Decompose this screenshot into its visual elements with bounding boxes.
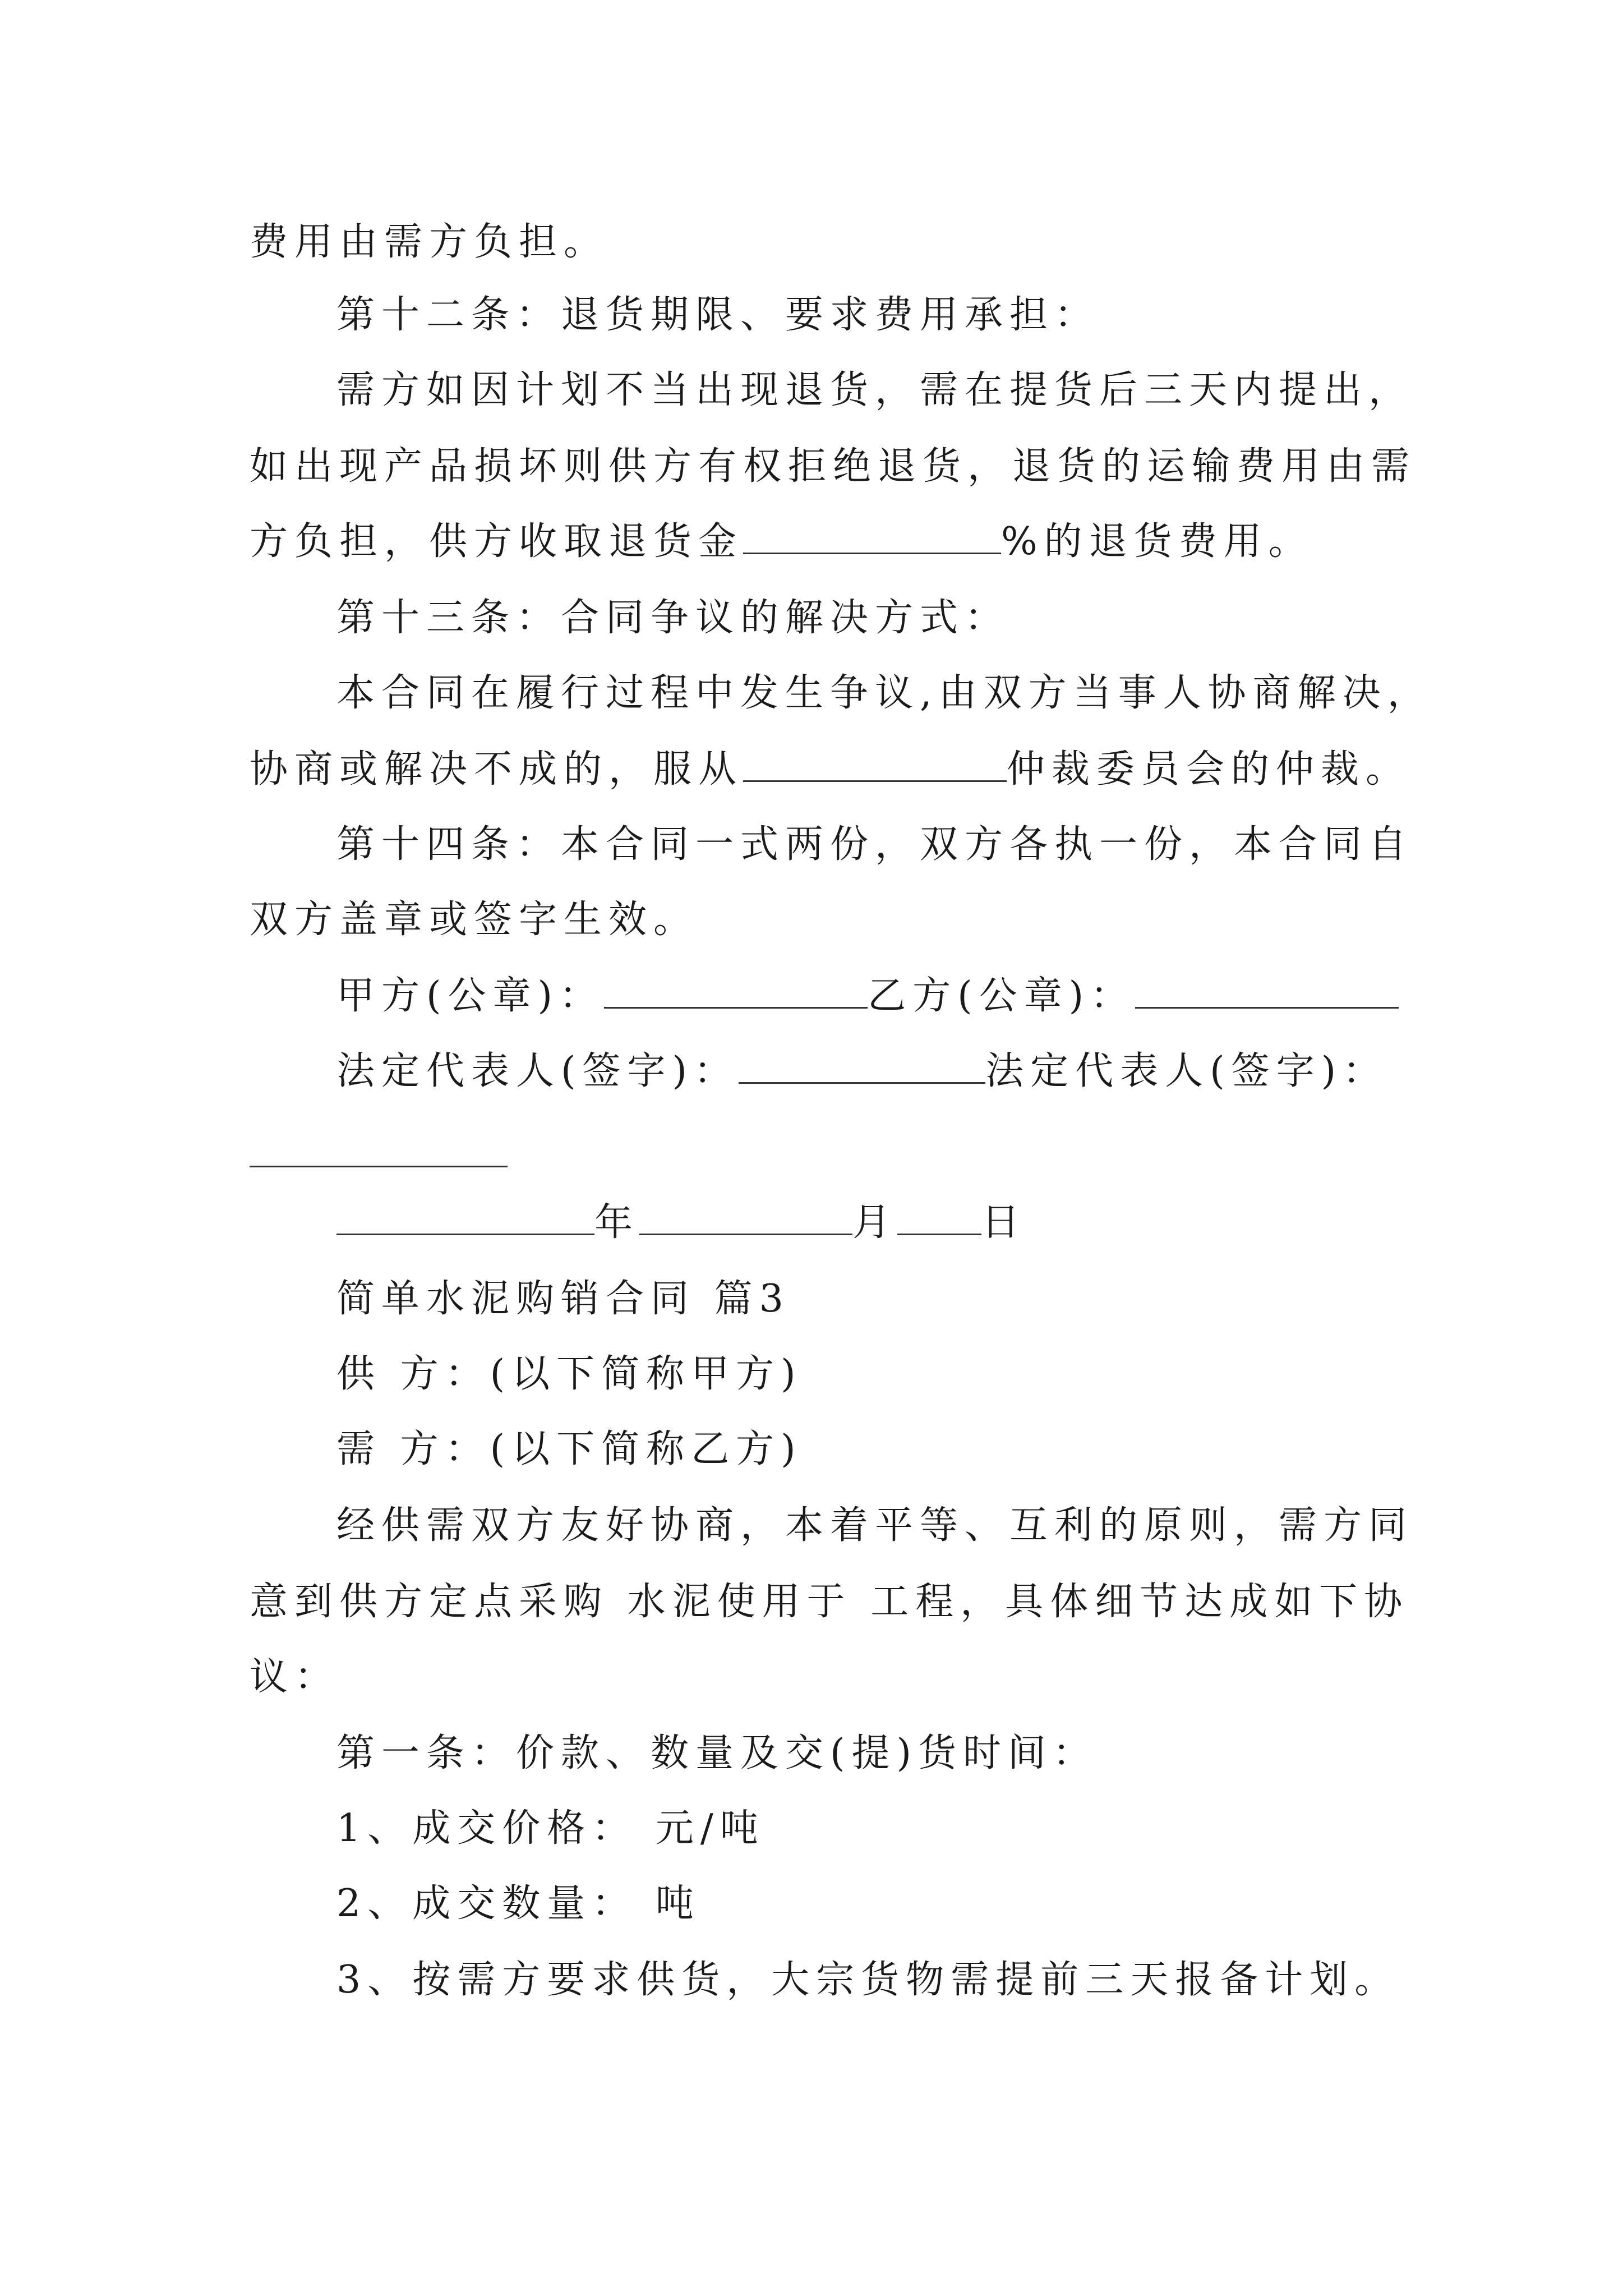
representative-line bbox=[336, 1043, 1387, 1099]
text: 1、成交价格： 元/吨 bbox=[336, 1806, 765, 1851]
representative-a-label: 法定代表人(签字)： bbox=[336, 1049, 739, 1093]
text: 2、成交数量： 吨 bbox=[336, 1881, 700, 1926]
article-12-heading bbox=[336, 287, 1099, 343]
paragraph-line bbox=[250, 742, 1410, 798]
text: 第十三条：合同争议的解决方式： bbox=[336, 596, 1010, 640]
paragraph-line bbox=[250, 214, 608, 270]
text: 如出现产品损坏则供方有权拒绝退货，退货的运输费用由需 bbox=[250, 444, 1417, 489]
supplier-line bbox=[336, 1346, 803, 1402]
text: 方负担，供方收取退货金 bbox=[250, 519, 744, 564]
month-blank[interactable] bbox=[639, 1199, 852, 1235]
party-b-seal-blank[interactable] bbox=[1135, 972, 1399, 1009]
paragraph-line bbox=[336, 1498, 1413, 1554]
fill-in-blank[interactable] bbox=[743, 746, 1007, 782]
paragraph-line bbox=[250, 514, 1313, 570]
paragraph-line bbox=[250, 1649, 339, 1705]
section-title bbox=[336, 1271, 790, 1327]
text: 简单水泥购销合同 篇3 bbox=[336, 1277, 790, 1321]
text: 需方如因计划不当出现退货，需在提货后三天内提出， bbox=[336, 368, 1414, 412]
text: 经供需双方友好协商，本着平等、互利的原则，需方同 bbox=[336, 1503, 1414, 1548]
text: 第一条：价款、数量及交(提)货时间： bbox=[336, 1731, 1098, 1775]
fill-in-blank[interactable] bbox=[743, 518, 1001, 554]
text: 需 方：(以下简称乙方) bbox=[336, 1427, 803, 1471]
list-item bbox=[336, 1876, 700, 1932]
year-blank[interactable] bbox=[336, 1199, 594, 1235]
article-13-heading bbox=[336, 590, 1009, 646]
text: 意到供方定点采购 水泥使用于 工程，具体细节达成如下协 bbox=[250, 1580, 1409, 1624]
paragraph-line bbox=[336, 362, 1413, 418]
representative-a-blank[interactable] bbox=[739, 1047, 985, 1084]
day-label: 日 bbox=[981, 1200, 1027, 1245]
text: 第十二条：退货期限、要求费用承担： bbox=[336, 293, 1100, 337]
month-label: 月 bbox=[852, 1200, 898, 1245]
text: 双方盖章或签字生效。 bbox=[250, 898, 699, 942]
party-seal-line bbox=[336, 968, 1399, 1024]
date-line bbox=[336, 1195, 1026, 1251]
paragraph-line bbox=[250, 1574, 1409, 1630]
representative-b-blank[interactable] bbox=[250, 1166, 508, 1167]
buyer-line bbox=[336, 1421, 803, 1478]
text: 本合同在履行过程中发生争议,由双方当事人协商解决， bbox=[336, 671, 1432, 715]
list-item bbox=[336, 1801, 765, 1857]
text: 费用由需方负担。 bbox=[250, 220, 609, 264]
text: 议： bbox=[250, 1655, 340, 1699]
text: 协商或解决不成的，服从 bbox=[250, 747, 744, 792]
text: 第十四条：本合同一式两份，双方各执一份，本合同自 bbox=[336, 822, 1414, 867]
text: 3、按需方要求供货，大宗货物需提前三天报备计划。 bbox=[336, 1958, 1400, 2002]
list-item bbox=[336, 1952, 1399, 2008]
party-b-seal-label: 乙方(公章)： bbox=[868, 974, 1136, 1018]
text: 供 方：(以下简称甲方) bbox=[336, 1352, 803, 1396]
year-label: 年 bbox=[594, 1200, 640, 1245]
text: %的退货费用。 bbox=[1001, 519, 1313, 564]
representative-b-label: 法定代表人(签字)： bbox=[985, 1049, 1388, 1093]
party-a-seal-blank[interactable] bbox=[604, 972, 868, 1009]
day-blank[interactable] bbox=[897, 1199, 981, 1235]
party-a-seal-label: 甲方(公章)： bbox=[336, 974, 605, 1018]
paragraph-line bbox=[250, 892, 698, 948]
text: 仲裁委员会的仲裁。 bbox=[1007, 747, 1411, 792]
paragraph-line bbox=[336, 665, 1432, 721]
paragraph-line bbox=[250, 439, 1416, 495]
article-1-heading bbox=[336, 1726, 1098, 1782]
article-14-line bbox=[336, 817, 1413, 873]
